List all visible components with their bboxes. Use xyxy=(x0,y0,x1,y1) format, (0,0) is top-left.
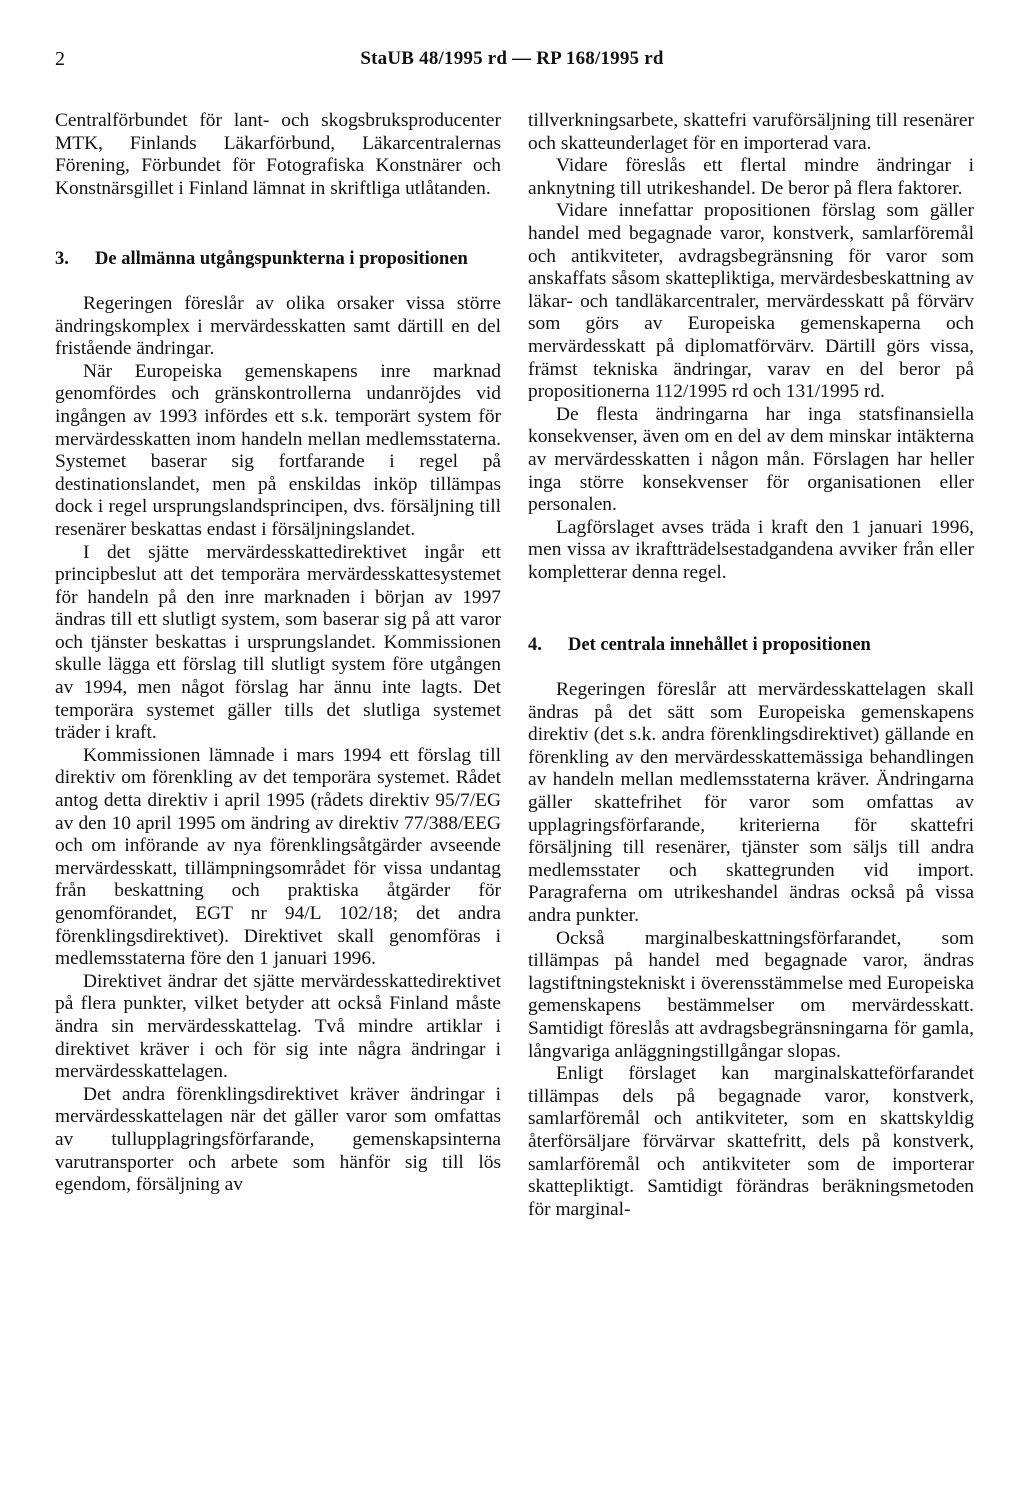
paragraph: Också marginalbeskattningsförfarandet, som tillämpas på handel med begagnade varor, ändras lagstiftningstekniskt i överensstämmelse med Europeiska gemenskapens bestämmelser om mervärdesskatt. Samtidigt föreslås att avdragsbegränsningarna för gamla, långvariga anläggningstillgångar slopas. xyxy=(528,927,974,1062)
section-heading-3 xyxy=(55,248,501,271)
paragraph: I det sjätte mervärdesskattedirektivet ingår ett principbeslut att det temporära mervärdesskattesystemet för handeln på den inre marknaden i början av 1997 ändras till ett slutligt system, som baserar sig på att varor och tjänster beskattas i ursprungslandet. Kommissionen skulle lägga ett förslag till slutligt system före utgången av 1994, men något förslag har ännu inte lagts. Det temporära systemet gäller tills det slutliga systemet träder i kraft. xyxy=(55,541,501,744)
page-number: 2 xyxy=(55,48,65,70)
running-head: StaUB 48/1995 rd — RP 168/1995 rd xyxy=(360,48,664,69)
paragraph: Kommissionen lämnade i mars 1994 ett förslag till direktiv om förenkling av det temporära systemet. Rådet antog detta direktiv i april 1995 (rådets direktiv 95/7/EG av den 10 april 1995 om ändring av direktiv 77/388/EEG och om införande av nya förenklingsåtgärder avseende mervärdesskatt, tillämpningsområdet för vissa undantag från beskattning och praktiska åtgärder för genomförandet, EGT nr 94/L 102/18; det andra förenklingsdirektivet). Direktivet skall genomföras i medlemsstaterna före den 1 januari 1996. xyxy=(55,744,501,970)
paragraph: Lagförslaget avses träda i kraft den 1 januari 1996, men vissa av ikraftträdelsestadgandena avviker från eller kompletterar denna regel. xyxy=(528,516,974,583)
right-column xyxy=(528,110,974,1221)
paragraph: Regeringen föreslår att mervärdesskattelagen skall ändras på det sätt som Europeiska gemenskapens direktiv (det s.k. andra förenklingsdirektivet) gällande en förenkling av den mervärdesskattemässiga behandlingen av handeln mellan medlemsstaterna kräver. Ändringarna gäller skattefrihet för varor som omfattas av upplagringsförfarande, kriterierna för skattefri försäljning till resenärer, tjänster som säljs till andra medlemsstater och skattegrunden vid import. Paragraferna om utrikeshandel ändras också på vissa andra punkter. xyxy=(528,679,974,926)
paragraph: Det andra förenklingsdirektivet kräver ändringar i mervärdesskattelagen när det gäller varor som omfattas av tullupplagringsförfarande, gemenskapsinterna varutransporter och arbete som hänför sig till lös egendom, försäljning av xyxy=(55,1083,501,1196)
paragraph: De flesta ändringarna har inga statsfinansiella konsekvenser, även om en del av dem minskar intäkterna av mervärdesskatten i någon mån. Förslagen har heller inga större konsekvenser för organisationen eller personalen. xyxy=(528,403,974,516)
paragraph: Regeringen föreslår av olika orsaker vissa större ändringskomplex i mervärdesskatten samt därtill en del fristående ändringar. xyxy=(55,292,501,360)
paragraph: Direktivet ändrar det sjätte mervärdesskattedirektivet på flera punkter, vilket betyder att också Finland måste ändra sin mervärdesskattelag. Två mindre artiklar i direktivet kräver i och för sig inte några ändringar i mervärdesskattelagen. xyxy=(55,970,501,1083)
section-title: De allmänna utgångspunkterna i propositionen xyxy=(95,249,468,270)
section-number: 3. xyxy=(55,249,69,270)
paragraph: Vidare innefattar propositionen förslag som gäller handel med begagnade varor, konstverk, samlarföremål och antikviteter, avdragsbegränsning för varor som anskaffats såsom skattepliktiga, mervärdesbeskattning av läkar- och tandläkarcentraler, mervärdesskatt på förvärv som görs av Europeiska gemenskaperna och mervärdesskatt på diplomatförvärv. Därtill görs vissa, främst tekniska ändringar, varav en del beror på propositionerna 112/1995 rd och 131/1995 rd. xyxy=(528,200,974,403)
section-heading-4 xyxy=(528,634,974,657)
paragraph: Vidare föreslås ett flertal mindre ändringar i anknytning till utrikeshandel. De beror på flera faktorer. xyxy=(528,155,974,199)
page-header xyxy=(55,48,969,78)
paragraph: När Europeiska gemenskapens inre marknad genomfördes och gränskontrollerna undanröjdes vid ingången av 1993 infördes ett s.k. temporärt system för mervärdesskatten inom handeln mellan medlemsstaterna. Systemet baserar sig fortfarande i regel på destinationslandet, men på enskildas inköp tillämpas dock i regel ursprungslandsprincipen, dvs. försäljning till resenärer beskattas endast i försäljningslandet. xyxy=(55,360,501,540)
section-number: 4. xyxy=(528,635,542,656)
paragraph: tillverkningsarbete, skattefri varuförsäljning till resenärer och skatteunderlaget för en importerad vara. xyxy=(528,110,974,154)
section-title: Det centrala innehållet i propositionen xyxy=(568,635,871,656)
paragraph: Enligt förslaget kan marginalskatteförfarandet tillämpas dels på begagnade varor, konstverk, samlarföremål och antikviteter, som en skattskyldig återförsäljare förvärvar skattefritt, dels på konstverk, samlarföremål och antikviteter som de importerar skattepliktigt. Samtidigt förändras beräkningsmetoden för marginal- xyxy=(528,1063,974,1220)
paragraph: Centralförbundet för lant- och skogsbruksproducenter MTK, Finlands Läkarförbund, Läkarcentralernas Förening, Förbundet för Fotografiska Konstnärer och Konstnärsgillet i Finland lämnat in skriftliga utlåtanden. xyxy=(55,110,501,199)
left-column xyxy=(55,110,501,1197)
